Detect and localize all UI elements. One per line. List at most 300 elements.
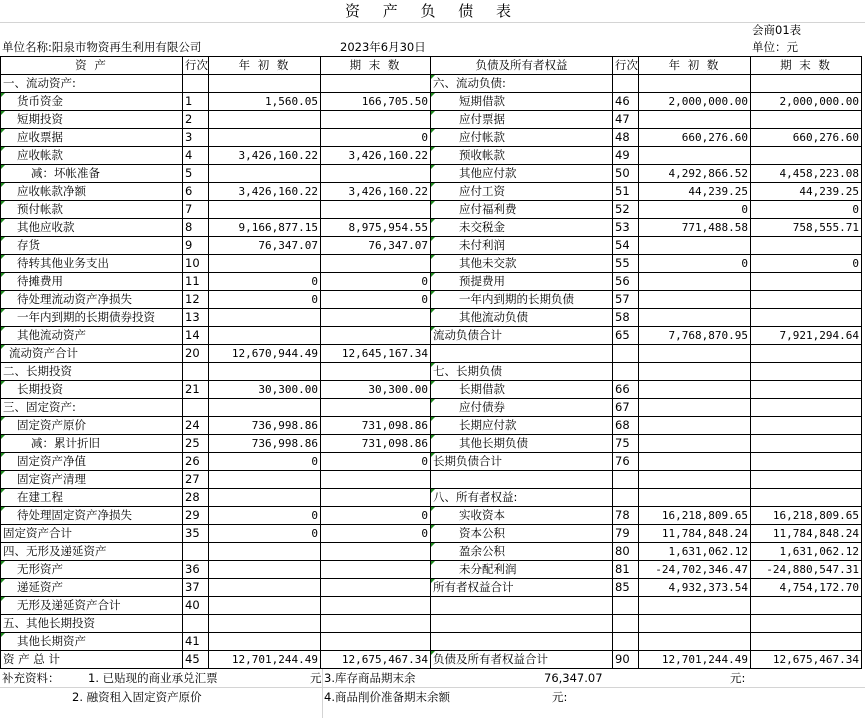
balance-sheet-table xyxy=(0,56,862,669)
right-end-cell: 4,754,172.70 xyxy=(751,579,862,597)
left-line-cell: 27 xyxy=(183,471,209,489)
right-begin-cell: 12,701,244.49 xyxy=(639,651,751,669)
right-line-cell xyxy=(613,489,639,507)
report-title: 资 产 负 债 表 xyxy=(344,2,521,20)
left-end-cell xyxy=(321,309,431,327)
right-end-cell: 12,675,467.34 xyxy=(751,651,862,669)
table-row xyxy=(1,525,862,543)
title-divider xyxy=(0,22,865,23)
right-line-cell: 55 xyxy=(613,255,639,273)
right-begin-cell xyxy=(639,273,751,291)
right-begin-cell xyxy=(639,111,751,129)
left-begin-cell xyxy=(209,363,321,381)
left-begin-cell: 3,426,160.22 xyxy=(209,147,321,165)
left-begin-cell xyxy=(209,543,321,561)
right-item-cell: 未付利润 xyxy=(431,237,613,255)
right-begin-cell xyxy=(639,399,751,417)
left-item-cell: 五、其他长期投资 xyxy=(1,615,183,633)
right-begin-cell: -24,702,346.47 xyxy=(639,561,751,579)
right-begin-cell: 660,276.60 xyxy=(639,129,751,147)
left-end-cell xyxy=(321,327,431,345)
right-line-cell: 81 xyxy=(613,561,639,579)
right-begin-cell: 1,631,062.12 xyxy=(639,543,751,561)
left-begin-cell xyxy=(209,399,321,417)
right-end-cell xyxy=(751,417,862,435)
right-line-cell: 66 xyxy=(613,381,639,399)
left-begin-cell xyxy=(209,201,321,219)
table-row xyxy=(1,93,862,111)
left-begin-cell xyxy=(209,327,321,345)
table-row xyxy=(1,507,862,525)
right-item-cell: 未交税金 xyxy=(431,219,613,237)
supplement-row-1 xyxy=(0,669,865,688)
right-end-cell: 16,218,809.65 xyxy=(751,507,862,525)
left-begin-cell: 0 xyxy=(209,291,321,309)
table-row xyxy=(1,615,862,633)
left-line-cell: 35 xyxy=(183,525,209,543)
right-line-cell: 76 xyxy=(613,453,639,471)
left-item-cell: 其他长期资产 xyxy=(1,633,183,651)
left-begin-cell xyxy=(209,129,321,147)
right-end-cell: -24,880,547.31 xyxy=(751,561,862,579)
left-end-cell xyxy=(321,597,431,615)
header-period-end-right: 期 末 数 xyxy=(751,57,862,75)
right-line-cell xyxy=(613,75,639,93)
left-line-cell: 45 xyxy=(183,651,209,669)
header-line-no: 行次 xyxy=(183,57,209,75)
table-header-row xyxy=(1,57,862,75)
right-item-cell: 其他应付款 xyxy=(431,165,613,183)
right-line-cell: 46 xyxy=(613,93,639,111)
left-item-cell: 应收帐款净额 xyxy=(1,183,183,201)
left-line-cell: 20 xyxy=(183,345,209,363)
table-row xyxy=(1,489,862,507)
left-end-cell xyxy=(321,111,431,129)
right-end-cell: 7,921,294.64 xyxy=(751,327,862,345)
right-item-cell: 未分配利润 xyxy=(431,561,613,579)
left-line-cell: 36 xyxy=(183,561,209,579)
table-row xyxy=(1,75,862,93)
right-end-cell xyxy=(751,381,862,399)
right-line-cell xyxy=(613,471,639,489)
left-begin-cell xyxy=(209,471,321,489)
left-item-cell: 固定资产原价 xyxy=(1,417,183,435)
right-item-cell: 长期负债合计 xyxy=(431,453,613,471)
table-row xyxy=(1,561,862,579)
header-asset: 资 产 xyxy=(1,57,183,75)
left-item-cell: 其他应收款 xyxy=(1,219,183,237)
right-line-cell: 67 xyxy=(613,399,639,417)
header-line-no-right: 行次 xyxy=(613,57,639,75)
right-line-cell xyxy=(613,345,639,363)
left-item-cell: 货币资金 xyxy=(1,93,183,111)
right-item-cell xyxy=(431,633,613,651)
left-end-cell: 8,975,954.55 xyxy=(321,219,431,237)
left-line-cell: 37 xyxy=(183,579,209,597)
right-item-cell: 负债及所有者权益合计 xyxy=(431,651,613,669)
right-begin-cell xyxy=(639,237,751,255)
table-row xyxy=(1,219,862,237)
right-item-cell: 八、所有者权益: xyxy=(431,489,613,507)
right-end-cell xyxy=(751,291,862,309)
left-end-cell: 12,645,167.34 xyxy=(321,345,431,363)
report-date: 2023年6月30日 xyxy=(340,40,426,54)
right-begin-cell: 7,768,870.95 xyxy=(639,327,751,345)
right-end-cell: 660,276.60 xyxy=(751,129,862,147)
table-row xyxy=(1,453,862,471)
left-begin-cell: 736,998.86 xyxy=(209,435,321,453)
right-item-cell: 短期借款 xyxy=(431,93,613,111)
right-begin-cell xyxy=(639,489,751,507)
right-begin-cell xyxy=(639,633,751,651)
left-begin-cell: 76,347.07 xyxy=(209,237,321,255)
table-row xyxy=(1,345,862,363)
left-end-cell: 3,426,160.22 xyxy=(321,183,431,201)
right-line-cell: 50 xyxy=(613,165,639,183)
left-end-cell: 0 xyxy=(321,291,431,309)
right-line-cell: 54 xyxy=(613,237,639,255)
right-item-cell xyxy=(431,597,613,615)
right-end-cell xyxy=(751,597,862,615)
left-end-cell xyxy=(321,165,431,183)
right-item-cell: 实收资本 xyxy=(431,507,613,525)
right-begin-cell: 4,932,373.54 xyxy=(639,579,751,597)
left-item-cell: 流动资产合计 xyxy=(1,345,183,363)
right-begin-cell xyxy=(639,615,751,633)
left-end-cell: 0 xyxy=(321,129,431,147)
left-line-cell: 1 xyxy=(183,93,209,111)
left-line-cell: 40 xyxy=(183,597,209,615)
table-row xyxy=(1,237,862,255)
left-begin-cell xyxy=(209,633,321,651)
left-item-cell: 待处理流动资产净损失 xyxy=(1,291,183,309)
left-end-cell xyxy=(321,615,431,633)
right-item-cell: 一年内到期的长期负债 xyxy=(431,291,613,309)
left-item-cell: 在建工程 xyxy=(1,489,183,507)
left-end-cell xyxy=(321,471,431,489)
left-begin-cell xyxy=(209,597,321,615)
header-year-begin-right: 年 初 数 xyxy=(639,57,751,75)
left-line-cell: 26 xyxy=(183,453,209,471)
left-line-cell: 28 xyxy=(183,489,209,507)
left-end-cell xyxy=(321,399,431,417)
right-item-cell: 应付债券 xyxy=(431,399,613,417)
table-row xyxy=(1,291,862,309)
right-begin-cell xyxy=(639,75,751,93)
left-end-cell: 76,347.07 xyxy=(321,237,431,255)
right-end-cell xyxy=(751,435,862,453)
left-begin-cell: 0 xyxy=(209,453,321,471)
right-item-cell: 预收帐款 xyxy=(431,147,613,165)
left-begin-cell: 1,560.05 xyxy=(209,93,321,111)
right-begin-cell xyxy=(639,435,751,453)
right-end-cell xyxy=(751,399,862,417)
left-end-cell xyxy=(321,201,431,219)
left-begin-cell: 12,670,944.49 xyxy=(209,345,321,363)
left-item-cell: 无形资产 xyxy=(1,561,183,579)
right-line-cell xyxy=(613,597,639,615)
right-line-cell: 68 xyxy=(613,417,639,435)
left-line-cell: 41 xyxy=(183,633,209,651)
company-name: 单位名称:阳泉市物资再生利用有限公司 xyxy=(2,40,202,54)
supplement-item-1: 1. 已贴现的商业承兑汇票 xyxy=(88,671,218,685)
right-end-cell xyxy=(751,345,862,363)
right-end-cell: 11,784,848.24 xyxy=(751,525,862,543)
left-line-cell: 4 xyxy=(183,147,209,165)
left-end-cell: 3,426,160.22 xyxy=(321,147,431,165)
left-end-cell xyxy=(321,633,431,651)
left-begin-cell: 0 xyxy=(209,507,321,525)
left-end-cell: 0 xyxy=(321,273,431,291)
right-item-cell: 所有者权益合计 xyxy=(431,579,613,597)
right-line-cell: 75 xyxy=(613,435,639,453)
right-end-cell: 0 xyxy=(751,255,862,273)
table-row xyxy=(1,255,862,273)
left-end-cell xyxy=(321,579,431,597)
right-line-cell xyxy=(613,633,639,651)
right-line-cell: 85 xyxy=(613,579,639,597)
left-item-cell: 一、流动资产: xyxy=(1,75,183,93)
right-line-cell: 49 xyxy=(613,147,639,165)
left-begin-cell xyxy=(209,579,321,597)
right-item-cell: 七、长期负债 xyxy=(431,363,613,381)
left-item-cell: 减：坏帐准备 xyxy=(1,165,183,183)
left-begin-cell xyxy=(209,561,321,579)
left-item-cell: 资 产 总 计 xyxy=(1,651,183,669)
right-end-cell xyxy=(751,363,862,381)
right-begin-cell: 2,000,000.00 xyxy=(639,93,751,111)
left-begin-cell xyxy=(209,489,321,507)
right-begin-cell xyxy=(639,291,751,309)
header-year-begin: 年 初 数 xyxy=(209,57,321,75)
table-row xyxy=(1,417,862,435)
left-end-cell xyxy=(321,75,431,93)
table-row xyxy=(1,111,862,129)
right-item-cell xyxy=(431,471,613,489)
left-end-cell: 166,705.50 xyxy=(321,93,431,111)
left-end-cell xyxy=(321,489,431,507)
left-item-cell: 存货 xyxy=(1,237,183,255)
left-begin-cell: 0 xyxy=(209,525,321,543)
right-line-cell: 90 xyxy=(613,651,639,669)
right-line-cell xyxy=(613,615,639,633)
right-item-cell xyxy=(431,345,613,363)
right-line-cell: 47 xyxy=(613,111,639,129)
left-begin-cell xyxy=(209,255,321,273)
right-begin-cell xyxy=(639,471,751,489)
right-begin-cell xyxy=(639,147,751,165)
right-item-cell: 应付帐款 xyxy=(431,129,613,147)
table-row xyxy=(1,651,862,669)
right-end-cell xyxy=(751,237,862,255)
table-row xyxy=(1,363,862,381)
left-end-cell: 0 xyxy=(321,453,431,471)
left-begin-cell: 736,998.86 xyxy=(209,417,321,435)
right-line-cell: 65 xyxy=(613,327,639,345)
right-item-cell: 其他未交款 xyxy=(431,255,613,273)
left-line-cell: 9 xyxy=(183,237,209,255)
supplement-item-4-unit: 元: xyxy=(552,690,568,704)
left-line-cell xyxy=(183,363,209,381)
left-end-cell xyxy=(321,543,431,561)
left-begin-cell xyxy=(209,615,321,633)
unit-label: 单位：元 xyxy=(752,40,798,54)
supplement-item-4: 4.商品削价准备期末余额 xyxy=(324,690,450,704)
right-begin-cell xyxy=(639,309,751,327)
right-begin-cell: 771,488.58 xyxy=(639,219,751,237)
right-item-cell: 流动负债合计 xyxy=(431,327,613,345)
right-end-cell xyxy=(751,75,862,93)
right-begin-cell: 0 xyxy=(639,255,751,273)
right-begin-cell xyxy=(639,363,751,381)
right-line-cell: 56 xyxy=(613,273,639,291)
right-line-cell: 79 xyxy=(613,525,639,543)
right-line-cell: 53 xyxy=(613,219,639,237)
left-item-cell: 待摊费用 xyxy=(1,273,183,291)
table-row xyxy=(1,435,862,453)
left-begin-cell xyxy=(209,111,321,129)
left-line-cell: 24 xyxy=(183,417,209,435)
right-end-cell: 44,239.25 xyxy=(751,183,862,201)
left-item-cell: 其他流动资产 xyxy=(1,327,183,345)
supplement-item-3: 3.库存商品期末余 xyxy=(324,671,416,685)
left-end-cell: 0 xyxy=(321,507,431,525)
right-begin-cell xyxy=(639,597,751,615)
left-begin-cell xyxy=(209,309,321,327)
right-item-cell: 应付福利费 xyxy=(431,201,613,219)
right-end-cell xyxy=(751,489,862,507)
form-code: 会商01表 xyxy=(752,23,802,37)
left-line-cell: 21 xyxy=(183,381,209,399)
supplement-item-3-unit: 元: xyxy=(730,671,746,685)
table-row xyxy=(1,165,862,183)
right-item-cell: 六、流动负债: xyxy=(431,75,613,93)
left-line-cell: 8 xyxy=(183,219,209,237)
left-begin-cell: 3,426,160.22 xyxy=(209,183,321,201)
right-item-cell: 长期借款 xyxy=(431,381,613,399)
left-line-cell: 25 xyxy=(183,435,209,453)
table-row xyxy=(1,201,862,219)
left-end-cell: 731,098.86 xyxy=(321,435,431,453)
right-end-cell: 4,458,223.08 xyxy=(751,165,862,183)
supplement-item-1-unit: 元 xyxy=(310,671,322,685)
right-end-cell: 2,000,000.00 xyxy=(751,93,862,111)
table-row xyxy=(1,309,862,327)
left-item-cell: 一年内到期的长期债券投资 xyxy=(1,309,183,327)
right-end-cell: 1,631,062.12 xyxy=(751,543,862,561)
supplement-item-3-value: 76,347.07 xyxy=(544,671,603,685)
right-end-cell xyxy=(751,111,862,129)
right-line-cell: 51 xyxy=(613,183,639,201)
left-begin-cell xyxy=(209,75,321,93)
right-line-cell: 80 xyxy=(613,543,639,561)
left-item-cell: 长期投资 xyxy=(1,381,183,399)
table-row xyxy=(1,381,862,399)
left-item-cell: 待转其他业务支出 xyxy=(1,255,183,273)
left-end-cell xyxy=(321,255,431,273)
left-line-cell xyxy=(183,615,209,633)
left-item-cell: 二、长期投资 xyxy=(1,363,183,381)
right-item-cell: 应付票据 xyxy=(431,111,613,129)
left-item-cell: 待处理固定资产净损失 xyxy=(1,507,183,525)
table-row xyxy=(1,399,862,417)
right-item-cell xyxy=(431,615,613,633)
left-end-cell: 731,098.86 xyxy=(321,417,431,435)
left-line-cell xyxy=(183,75,209,93)
right-end-cell xyxy=(751,147,862,165)
right-item-cell: 资本公积 xyxy=(431,525,613,543)
left-item-cell: 固定资产合计 xyxy=(1,525,183,543)
left-begin-cell: 0 xyxy=(209,273,321,291)
left-line-cell: 12 xyxy=(183,291,209,309)
table-row xyxy=(1,129,862,147)
right-line-cell: 78 xyxy=(613,507,639,525)
header-period-end: 期 末 数 xyxy=(321,57,431,75)
left-end-cell: 0 xyxy=(321,525,431,543)
right-begin-cell: 0 xyxy=(639,201,751,219)
left-item-cell: 应收帐款 xyxy=(1,147,183,165)
table-row xyxy=(1,273,862,291)
left-begin-cell xyxy=(209,165,321,183)
left-line-cell: 14 xyxy=(183,327,209,345)
left-item-cell: 递延资产 xyxy=(1,579,183,597)
supplement-row-2 xyxy=(0,688,865,707)
left-begin-cell: 12,701,244.49 xyxy=(209,651,321,669)
left-item-cell: 四、无形及递延资产 xyxy=(1,543,183,561)
left-item-cell: 固定资产清理 xyxy=(1,471,183,489)
left-line-cell xyxy=(183,543,209,561)
left-item-cell: 减：累计折旧 xyxy=(1,435,183,453)
left-line-cell: 2 xyxy=(183,111,209,129)
right-begin-cell xyxy=(639,381,751,399)
supplement-label: 补充资料： xyxy=(2,671,60,685)
right-end-cell xyxy=(751,471,862,489)
table-row xyxy=(1,597,862,615)
table-row xyxy=(1,543,862,561)
left-line-cell: 11 xyxy=(183,273,209,291)
right-end-cell: 0 xyxy=(751,201,862,219)
table-row xyxy=(1,327,862,345)
left-item-cell: 无形及递延资产合计 xyxy=(1,597,183,615)
left-begin-cell: 30,300.00 xyxy=(209,381,321,399)
right-begin-cell: 16,218,809.65 xyxy=(639,507,751,525)
right-line-cell xyxy=(613,363,639,381)
right-line-cell: 52 xyxy=(613,201,639,219)
right-begin-cell: 4,292,866.52 xyxy=(639,165,751,183)
right-end-cell xyxy=(751,615,862,633)
left-end-cell xyxy=(321,561,431,579)
table-row xyxy=(1,147,862,165)
right-end-cell xyxy=(751,633,862,651)
right-end-cell xyxy=(751,273,862,291)
right-item-cell: 其他长期负债 xyxy=(431,435,613,453)
right-line-cell: 58 xyxy=(613,309,639,327)
table-row xyxy=(1,471,862,489)
left-item-cell: 应收票据 xyxy=(1,129,183,147)
right-line-cell: 57 xyxy=(613,291,639,309)
right-begin-cell: 44,239.25 xyxy=(639,183,751,201)
table-row xyxy=(1,183,862,201)
left-line-cell: 6 xyxy=(183,183,209,201)
right-item-cell: 其他流动负债 xyxy=(431,309,613,327)
right-begin-cell xyxy=(639,345,751,363)
left-line-cell: 29 xyxy=(183,507,209,525)
left-item-cell: 三、固定资产: xyxy=(1,399,183,417)
left-end-cell: 30,300.00 xyxy=(321,381,431,399)
supplement-item-2: 2. 融资租入固定资产原价 xyxy=(72,690,202,704)
left-line-cell: 3 xyxy=(183,129,209,147)
left-line-cell: 13 xyxy=(183,309,209,327)
